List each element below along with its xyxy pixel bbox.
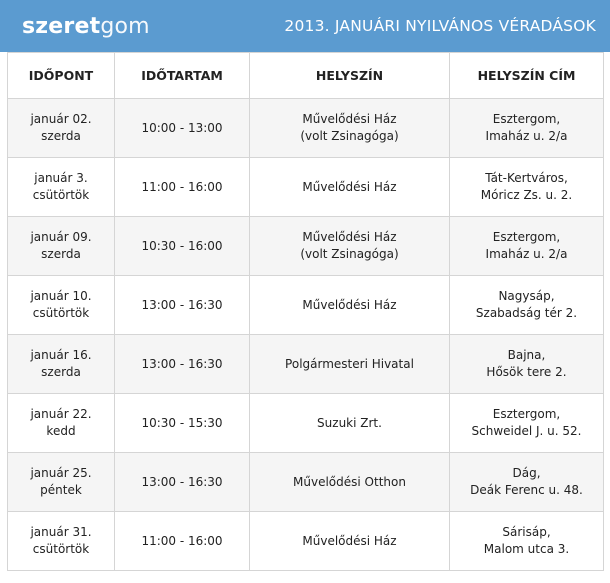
location-cell-line: Művelődési Ház (302, 179, 397, 194)
address-cell (450, 276, 604, 335)
address-cell-line: Esztergom, (492, 407, 561, 421)
address-cell (450, 394, 604, 453)
column-header-duration: IDŐTARTAM (115, 53, 250, 99)
date-cell-line: január 3. (34, 171, 88, 185)
location-cell (250, 512, 450, 571)
date-cell-line: szerda (41, 365, 81, 379)
date-cell (8, 217, 115, 276)
address-cell-line: Móricz Zs. u. 2. (480, 188, 573, 202)
address-cell-line: Bajna, (507, 348, 546, 362)
date-cell (8, 276, 115, 335)
schedule-table (7, 52, 604, 571)
table-row (8, 158, 604, 217)
date-cell-line: szerda (41, 247, 81, 261)
address-cell-line: Sárisáp, (502, 525, 551, 539)
duration-cell: 11:00 - 16:00 (115, 158, 250, 217)
address-cell (450, 453, 604, 512)
address-cell-line: Szabadság tér 2. (475, 306, 578, 320)
table-row (8, 276, 604, 335)
address-cell-line: Esztergom, (492, 112, 561, 126)
table-row (8, 453, 604, 512)
duration-cell: 10:00 - 13:00 (115, 99, 250, 158)
location-cell (250, 394, 450, 453)
table-row (8, 99, 604, 158)
table-body (8, 99, 604, 571)
location-cell-line: Művelődési Ház (302, 230, 397, 244)
address-cell-line: Deák Ferenc u. 48. (470, 483, 583, 497)
table-row (8, 335, 604, 394)
duration-cell: 13:00 - 16:30 (115, 276, 250, 335)
address-cell-line: Dág, (512, 466, 541, 480)
location-cell-line: Művelődési Ház (302, 533, 397, 548)
date-cell-line: csütörtök (32, 188, 90, 202)
date-cell (8, 512, 115, 571)
logo (22, 14, 150, 39)
address-cell-line: Imaház u. 2/a (485, 247, 568, 261)
date-cell-line: csütörtök (32, 542, 90, 556)
address-cell-line: Hősök tere 2. (486, 365, 567, 379)
date-cell-line: szerda (41, 129, 81, 143)
column-header-location: HELYSZÍN (250, 53, 450, 99)
date-cell-line: péntek (40, 483, 82, 497)
column-header-date: IDŐPONT (8, 53, 115, 99)
date-cell-line: január 16. (30, 348, 92, 362)
date-cell (8, 335, 115, 394)
location-cell (250, 335, 450, 394)
date-cell-line: január 25. (30, 466, 92, 480)
address-cell-line: Schweidel J. u. 52. (471, 424, 582, 438)
date-cell-line: január 09. (30, 230, 92, 244)
date-cell-line: január 31. (30, 525, 92, 539)
header-banner (0, 0, 610, 52)
date-cell-line: kedd (46, 424, 76, 438)
date-cell-line: csütörtök (32, 306, 90, 320)
location-cell-line: Polgármesteri Hivatal (285, 356, 414, 371)
address-cell-line: Tát-Kertváros, (485, 171, 568, 185)
duration-cell: 11:00 - 16:00 (115, 512, 250, 571)
date-cell (8, 394, 115, 453)
location-cell-line: (volt Zsinagóga) (300, 129, 399, 143)
table-row (8, 217, 604, 276)
logo-part-light: gom (100, 13, 150, 39)
date-cell (8, 158, 115, 217)
duration-cell: 13:00 - 16:30 (115, 453, 250, 512)
date-cell (8, 453, 115, 512)
date-cell-line: január 02. (30, 112, 92, 126)
table-row (8, 512, 604, 571)
location-cell (250, 99, 450, 158)
location-cell-line: Művelődési Ház (302, 112, 397, 126)
duration-cell: 10:30 - 15:30 (115, 394, 250, 453)
duration-cell: 13:00 - 16:30 (115, 335, 250, 394)
location-cell-line: (volt Zsinagóga) (300, 247, 399, 261)
location-cell (250, 453, 450, 512)
table-row (8, 394, 604, 453)
address-cell-line: Malom utca 3. (483, 542, 570, 556)
location-cell (250, 158, 450, 217)
column-header-address: HELYSZÍN CÍM (450, 53, 604, 99)
table-header-row (8, 53, 604, 99)
address-cell (450, 99, 604, 158)
location-cell (250, 217, 450, 276)
location-cell-line: Suzuki Zrt. (317, 415, 382, 430)
location-cell (250, 276, 450, 335)
address-cell-line: Nagysáp, (498, 289, 555, 303)
duration-cell: 10:30 - 16:00 (115, 217, 250, 276)
address-cell (450, 512, 604, 571)
location-cell-line: Művelődési Otthon (293, 474, 406, 489)
address-cell (450, 158, 604, 217)
address-cell-line: Imaház u. 2/a (485, 129, 568, 143)
logo-part-bold: szeret (22, 13, 101, 39)
date-cell-line: január 10. (30, 289, 92, 303)
address-cell (450, 217, 604, 276)
location-cell-line: Művelődési Ház (302, 297, 397, 312)
address-cell (450, 335, 604, 394)
address-cell-line: Esztergom, (492, 230, 561, 244)
date-cell-line: január 22. (30, 407, 92, 421)
page-title: 2013. JANUÁRI NYILVÁNOS VÉRADÁSOK (284, 17, 596, 35)
date-cell (8, 99, 115, 158)
